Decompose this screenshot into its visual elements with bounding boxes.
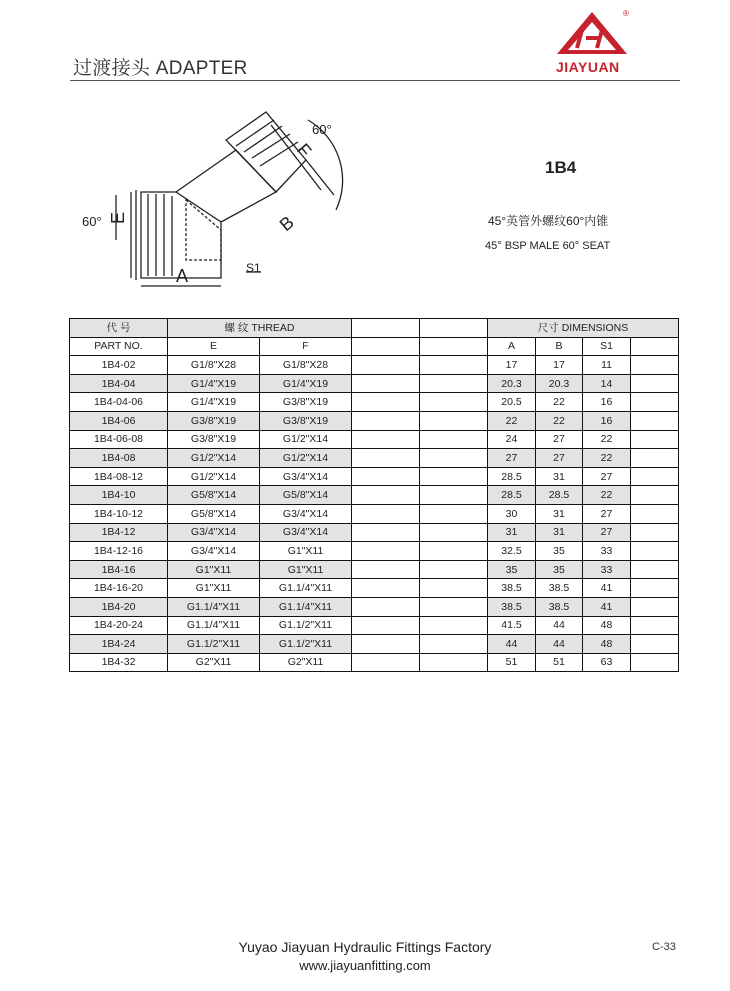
blank-cell: [631, 449, 679, 468]
thread-f-cell: G1/2"X14: [260, 430, 352, 449]
thread-e-cell: G1.1/4"X11: [168, 597, 260, 616]
dim-s1-cell: 22: [583, 430, 631, 449]
blank-cell: [631, 579, 679, 598]
dim-s1-cell: 48: [583, 635, 631, 654]
thread-f-cell: G3/4"X14: [260, 504, 352, 523]
table-row: [70, 467, 679, 486]
thread-f-cell: G1"X11: [260, 560, 352, 579]
registered-mark: ®: [623, 9, 629, 18]
angle-left-label: 60°: [82, 214, 102, 229]
dim-s1-cell: 14: [583, 374, 631, 393]
part-no-cell: 1B4-12-16: [70, 542, 168, 561]
blank-cell: [420, 504, 488, 523]
table-row: [70, 579, 679, 598]
part-no-cell: 1B4-06-08: [70, 430, 168, 449]
thread-e-cell: G1.1/2"X11: [168, 635, 260, 654]
blank-cell: [420, 411, 488, 430]
part-no-cell: 1B4-08: [70, 449, 168, 468]
dim-s1-cell: 63: [583, 653, 631, 672]
blank-cell: [352, 411, 420, 430]
header-blank: [352, 319, 420, 338]
blank-cell: [420, 597, 488, 616]
thread-f-cell: G3/8"X19: [260, 411, 352, 430]
table-row: [70, 504, 679, 523]
blank-cell: [352, 523, 420, 542]
header-e: E: [168, 337, 260, 356]
blank-cell: [352, 653, 420, 672]
blank-cell: [631, 542, 679, 561]
dim-b-cell: 22: [536, 393, 583, 412]
spec-table: [69, 318, 679, 672]
thread-f-cell: G1/8"X28: [260, 356, 352, 375]
thread-e-cell: G3/8"X19: [168, 411, 260, 430]
blank-cell: [352, 616, 420, 635]
dim-b-label: B: [275, 212, 298, 236]
header-thread: 螺 纹 THREAD: [168, 319, 352, 338]
dim-s1-cell: 22: [583, 449, 631, 468]
table-row: [70, 393, 679, 412]
thread-e-cell: G1"X11: [168, 560, 260, 579]
dim-b-cell: 28.5: [536, 486, 583, 505]
thread-f-cell: G3/8"X19: [260, 393, 352, 412]
header-blank: [352, 337, 420, 356]
dim-a-cell: 35: [488, 560, 536, 579]
part-no-cell: 1B4-06: [70, 411, 168, 430]
dim-s1-cell: 16: [583, 411, 631, 430]
table-row: [70, 635, 679, 654]
thread-f-cell: G1/2"X14: [260, 449, 352, 468]
thread-e-cell: G3/8"X19: [168, 430, 260, 449]
dim-b-cell: 44: [536, 616, 583, 635]
table-row: [70, 560, 679, 579]
dim-s1-cell: 41: [583, 597, 631, 616]
dim-a-cell: 22: [488, 411, 536, 430]
part-no-cell: 1B4-20-24: [70, 616, 168, 635]
blank-cell: [420, 653, 488, 672]
table-row: [70, 449, 679, 468]
product-desc-en: 45° BSP MALE 60° SEAT: [485, 240, 611, 252]
thread-e-cell: G3/4"X14: [168, 542, 260, 561]
thread-e-cell: G1/4"X19: [168, 374, 260, 393]
blank-cell: [631, 467, 679, 486]
thread-f-cell: G1/4"X19: [260, 374, 352, 393]
blank-cell: [631, 523, 679, 542]
thread-f-cell: G1"X11: [260, 542, 352, 561]
blank-cell: [631, 430, 679, 449]
thread-e-cell: G1/4"X19: [168, 393, 260, 412]
dim-f-label: F: [292, 139, 316, 161]
dim-a-cell: 20.5: [488, 393, 536, 412]
dim-b-cell: 31: [536, 504, 583, 523]
table-row: [70, 430, 679, 449]
blank-cell: [420, 374, 488, 393]
table-row: [70, 356, 679, 375]
blank-cell: [631, 411, 679, 430]
dim-a-cell: 38.5: [488, 597, 536, 616]
dim-a-cell: 44: [488, 635, 536, 654]
part-no-cell: 1B4-16-20: [70, 579, 168, 598]
blank-cell: [631, 560, 679, 579]
blank-cell: [352, 486, 420, 505]
thread-f-cell: G1.1/2"X11: [260, 635, 352, 654]
blank-cell: [352, 542, 420, 561]
dim-a-cell: 20.3: [488, 374, 536, 393]
dim-a-cell: 30: [488, 504, 536, 523]
part-no-cell: 1B4-32: [70, 653, 168, 672]
dim-s1-cell: 33: [583, 560, 631, 579]
footer-company: Yuyao Jiayuan Hydraulic Fittings Factory: [238, 939, 492, 955]
thread-f-cell: G5/8"X14: [260, 486, 352, 505]
blank-cell: [420, 523, 488, 542]
dim-s1-cell: 27: [583, 504, 631, 523]
blank-cell: [352, 467, 420, 486]
page-number: C-33: [652, 941, 676, 953]
blank-cell: [631, 597, 679, 616]
blank-cell: [420, 467, 488, 486]
blank-cell: [352, 504, 420, 523]
dim-b-cell: 35: [536, 542, 583, 561]
header-f: F: [260, 337, 352, 356]
dim-s1-cell: 22: [583, 486, 631, 505]
header-dimensions: 尺寸 DIMENSIONS: [488, 319, 679, 338]
blank-cell: [352, 635, 420, 654]
table-row: [70, 597, 679, 616]
part-no-cell: 1B4-04: [70, 374, 168, 393]
thread-f-cell: G3/4"X14: [260, 467, 352, 486]
blank-cell: [420, 579, 488, 598]
header-code: 代 号: [70, 319, 168, 338]
table-header-row: [70, 319, 679, 338]
blank-cell: [420, 449, 488, 468]
blank-cell: [352, 560, 420, 579]
dim-s1-cell: 27: [583, 467, 631, 486]
product-desc-cn: 45°英管外螺纹60°内锥: [488, 214, 609, 228]
part-no-cell: 1B4-02: [70, 356, 168, 375]
table-row: [70, 411, 679, 430]
header-divider: [70, 80, 680, 81]
dim-a-cell: 28.5: [488, 486, 536, 505]
dim-b-cell: 31: [536, 523, 583, 542]
blank-cell: [631, 616, 679, 635]
blank-cell: [420, 635, 488, 654]
thread-f-cell: G1.1/2"X11: [260, 616, 352, 635]
part-no-cell: 1B4-08-12: [70, 467, 168, 486]
dim-b-cell: 44: [536, 635, 583, 654]
part-no-cell: 1B4-10: [70, 486, 168, 505]
part-no-cell: 1B4-16: [70, 560, 168, 579]
dim-s1-cell: 11: [583, 356, 631, 375]
dim-s1-label: S1: [246, 261, 261, 275]
blank-cell: [420, 430, 488, 449]
header-b: B: [536, 337, 583, 356]
dim-b-cell: 51: [536, 653, 583, 672]
dim-b-cell: 38.5: [536, 597, 583, 616]
dim-s1-cell: 48: [583, 616, 631, 635]
blank-cell: [352, 393, 420, 412]
thread-e-cell: G1/2"X14: [168, 467, 260, 486]
table-row: [70, 542, 679, 561]
dim-a-cell: 51: [488, 653, 536, 672]
blank-cell: [631, 393, 679, 412]
dim-b-cell: 17: [536, 356, 583, 375]
part-no-cell: 1B4-10-12: [70, 504, 168, 523]
dim-a-cell: 28.5: [488, 467, 536, 486]
dim-b-cell: 22: [536, 411, 583, 430]
header-blank: [631, 337, 679, 356]
dim-a-cell: 27: [488, 449, 536, 468]
dim-b-cell: 20.3: [536, 374, 583, 393]
page-title: 过渡接头 ADAPTER: [73, 58, 248, 79]
angle-top-label: 60°: [312, 122, 332, 137]
table-row: [70, 374, 679, 393]
blank-cell: [631, 356, 679, 375]
table-row: [70, 486, 679, 505]
thread-f-cell: G1.1/4"X11: [260, 579, 352, 598]
dim-s1-cell: 16: [583, 393, 631, 412]
blank-cell: [352, 356, 420, 375]
thread-e-cell: G1/8"X28: [168, 356, 260, 375]
dim-b-cell: 27: [536, 449, 583, 468]
dim-e-label: E: [108, 211, 128, 224]
blank-cell: [352, 374, 420, 393]
footer-website: www.jiayuanfitting.com: [299, 958, 431, 973]
dim-s1-cell: 27: [583, 523, 631, 542]
dim-a-cell: 31: [488, 523, 536, 542]
thread-e-cell: G3/4"X14: [168, 523, 260, 542]
thread-f-cell: G1.1/4"X11: [260, 597, 352, 616]
blank-cell: [352, 430, 420, 449]
dim-b-cell: 31: [536, 467, 583, 486]
blank-cell: [352, 597, 420, 616]
dim-a-cell: 17: [488, 356, 536, 375]
blank-cell: [631, 374, 679, 393]
dim-a-cell: 24: [488, 430, 536, 449]
blank-cell: [420, 542, 488, 561]
thread-e-cell: G5/8"X14: [168, 486, 260, 505]
thread-f-cell: G3/4"X14: [260, 523, 352, 542]
fitting-drawing: [76, 100, 346, 300]
dim-a-cell: 38.5: [488, 579, 536, 598]
blank-cell: [420, 616, 488, 635]
blank-cell: [420, 560, 488, 579]
part-no-cell: 1B4-24: [70, 635, 168, 654]
blank-cell: [352, 579, 420, 598]
blank-cell: [420, 486, 488, 505]
dim-a-cell: 41.5: [488, 616, 536, 635]
table-row: [70, 616, 679, 635]
part-no-cell: 1B4-04-06: [70, 393, 168, 412]
table-subheader-row: [70, 337, 679, 356]
dim-b-cell: 38.5: [536, 579, 583, 598]
dim-b-cell: 35: [536, 560, 583, 579]
part-no-cell: 1B4-12: [70, 523, 168, 542]
blank-cell: [420, 356, 488, 375]
dim-a-cell: 32.5: [488, 542, 536, 561]
header-blank: [420, 337, 488, 356]
part-no-cell: 1B4-20: [70, 597, 168, 616]
table-row: [70, 523, 679, 542]
blank-cell: [352, 449, 420, 468]
thread-e-cell: G1"X11: [168, 579, 260, 598]
dim-a-label: A: [176, 266, 189, 286]
header-part-no: PART NO.: [70, 337, 168, 356]
thread-e-cell: G1/2"X14: [168, 449, 260, 468]
blank-cell: [631, 653, 679, 672]
header-blank: [420, 319, 488, 338]
header-s1: S1: [583, 337, 631, 356]
table-row: [70, 653, 679, 672]
brand-name: JIAYUAN: [556, 59, 620, 75]
thread-e-cell: G2"X11: [168, 653, 260, 672]
blank-cell: [420, 393, 488, 412]
thread-e-cell: G5/8"X14: [168, 504, 260, 523]
dim-b-cell: 27: [536, 430, 583, 449]
blank-cell: [631, 635, 679, 654]
dim-s1-cell: 41: [583, 579, 631, 598]
header-a: A: [488, 337, 536, 356]
blank-cell: [631, 504, 679, 523]
blank-cell: [631, 486, 679, 505]
thread-f-cell: G2"X11: [260, 653, 352, 672]
thread-e-cell: G1.1/4"X11: [168, 616, 260, 635]
product-model: 1B4: [545, 158, 577, 177]
dim-s1-cell: 33: [583, 542, 631, 561]
